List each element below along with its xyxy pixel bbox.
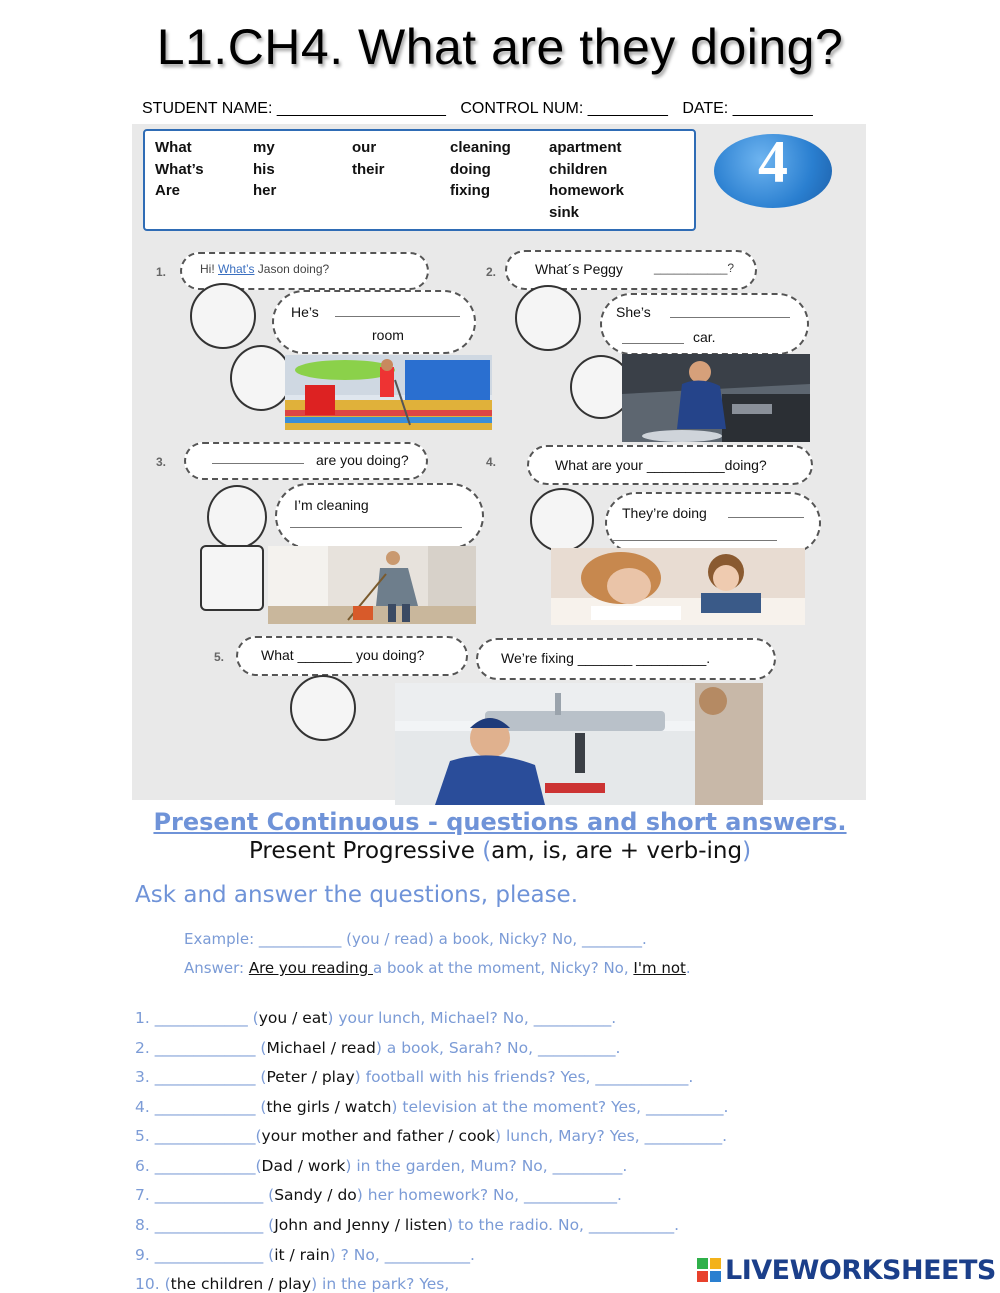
children-doing-homework-photo [551, 548, 805, 625]
dialogue-3-answer-bubble [275, 483, 484, 549]
dialogue-5-number: 5. [214, 650, 225, 664]
girl-cleaning-room-photo [285, 355, 492, 430]
liveworksheets-logo-icon [697, 1258, 721, 1282]
question-7[interactable]: 7. ______________ (Sandy / do) her homework? No, ____________. [135, 1186, 622, 1204]
dialogue-4-answer[interactable]: They’re doing [622, 505, 707, 521]
dialogue-2-answer-bubble [600, 293, 809, 355]
dialogue-5-answer[interactable]: We’re fixing _______ _________. [501, 650, 711, 666]
dialogue-4-answer-blank[interactable] [728, 517, 804, 518]
word-bank-col-1: What What’s Are [155, 139, 204, 199]
dialogue-3-question-blank[interactable] [212, 463, 304, 464]
section-heading: Present Continuous - questions and short answers. [153, 808, 847, 836]
dialogue-2-answer-blank[interactable] [670, 317, 790, 318]
answer-line: Answer: Are you reading a book at the moment, Nicky? No, I'm not. [184, 959, 691, 977]
page-title: L1.CH4. What are they doing? [156, 19, 844, 75]
dialogue-3-answer[interactable]: I’m cleaning [294, 497, 369, 513]
dialogue-4-question[interactable]: What are your __________doing? [555, 457, 767, 473]
dialogue-5-question[interactable]: What _______ you doing? [261, 647, 425, 663]
dialogue-2-number: 2. [486, 265, 497, 279]
word-bank-col-3: our their [352, 139, 385, 178]
unit-badge-number: 4 [758, 129, 788, 195]
boy-phone-avatar-2 [515, 285, 581, 351]
instruction: Ask and answer the questions, please. [135, 882, 579, 908]
dialogue-3-answer-blank[interactable] [290, 527, 462, 528]
dialogue-3-question: are you doing? [316, 452, 409, 468]
dialogue-1-answer-bubble [272, 290, 476, 354]
question-5[interactable]: 5. _____________(your mother and father / cook) lunch, Mary? Yes, __________. [135, 1127, 728, 1145]
dialogue-2-answer[interactable]: She’s [616, 304, 651, 320]
dialogue-1-answer-blank[interactable] [335, 316, 460, 317]
word-bank-col-5: apartment children homework sink [549, 139, 625, 221]
question-9[interactable]: 9. ______________ (it / rain) ? No, ___________. [135, 1246, 475, 1264]
dialogue-3-number: 3. [156, 455, 167, 469]
woman-fixing-car-photo [622, 354, 810, 442]
dialogue-1-answer-end: room [372, 327, 404, 343]
dialogue-1-answer[interactable]: He’s [291, 304, 319, 320]
dialogue-4-number: 4. [486, 455, 497, 469]
example-line: Example: ___________ (you / read) a book, Nicky? No, ________. [184, 930, 647, 948]
control-number-field[interactable]: CONTROL NUM: _________ [460, 100, 668, 117]
dialogue-1-number: 1. [156, 265, 167, 279]
dialogue-4-answer-blank-2[interactable] [612, 540, 777, 541]
question-4[interactable]: 4. _____________ (the girls / watch) television at the moment? Yes, __________. [135, 1098, 729, 1116]
dialogue-2-answer-end: car. [693, 329, 716, 345]
word-bank [143, 129, 696, 231]
student-info-line [142, 100, 823, 118]
question-6[interactable]: 6. _____________(Dad / work) in the garden, Mum? No, _________. [135, 1157, 628, 1175]
liveworksheets-logo[interactable]: LIVEWORKSHEETS [725, 1255, 996, 1286]
question-10[interactable]: 10. (the children / play) in the park? Yes, [135, 1275, 450, 1293]
dialogue-2-question: What´s Peggy [535, 261, 623, 277]
date-field[interactable]: DATE: _________ [682, 100, 813, 117]
question-2[interactable]: 2. _____________ (Michael / read) a book, Sarah? No, __________. [135, 1039, 621, 1057]
word-bank-col-2: my his her [253, 139, 277, 199]
dialogue-4-answer-bubble [605, 492, 821, 554]
question-8[interactable]: 8. ______________ (John and Jenny / listen) to the radio. No, ___________. [135, 1216, 680, 1234]
student-name-field[interactable]: STUDENT NAME: ___________________ [142, 100, 446, 117]
girl-glasses-avatar [207, 485, 267, 549]
boy-phone-avatar-3 [530, 488, 594, 552]
girl-phone-avatar [230, 345, 292, 411]
boy-phone-avatar [190, 283, 256, 349]
phone-booth-icon [200, 545, 264, 611]
question-1[interactable]: 1. ____________ (you / eat) your lunch, Michael? No, __________. [135, 1009, 617, 1027]
question-3[interactable]: 3. _____________ (Peter / play) football with his friends? Yes, ____________. [135, 1068, 694, 1086]
dialogue-2-question-blank[interactable]: ___________? [654, 261, 735, 275]
dialogue-2-answer-blank-2[interactable] [622, 343, 684, 344]
man-mopping-floor-photo [268, 546, 476, 624]
word-bank-col-4: cleaning doing fixing [450, 139, 511, 199]
plumbers-fixing-sink-photo [395, 683, 763, 805]
dialogue-1-question: Hi! What’s Jason doing? [200, 262, 330, 276]
boy-phone-avatar-4 [290, 675, 356, 741]
present-progressive-formula: Present Progressive (am, is, are + verb-ing) [248, 838, 752, 864]
